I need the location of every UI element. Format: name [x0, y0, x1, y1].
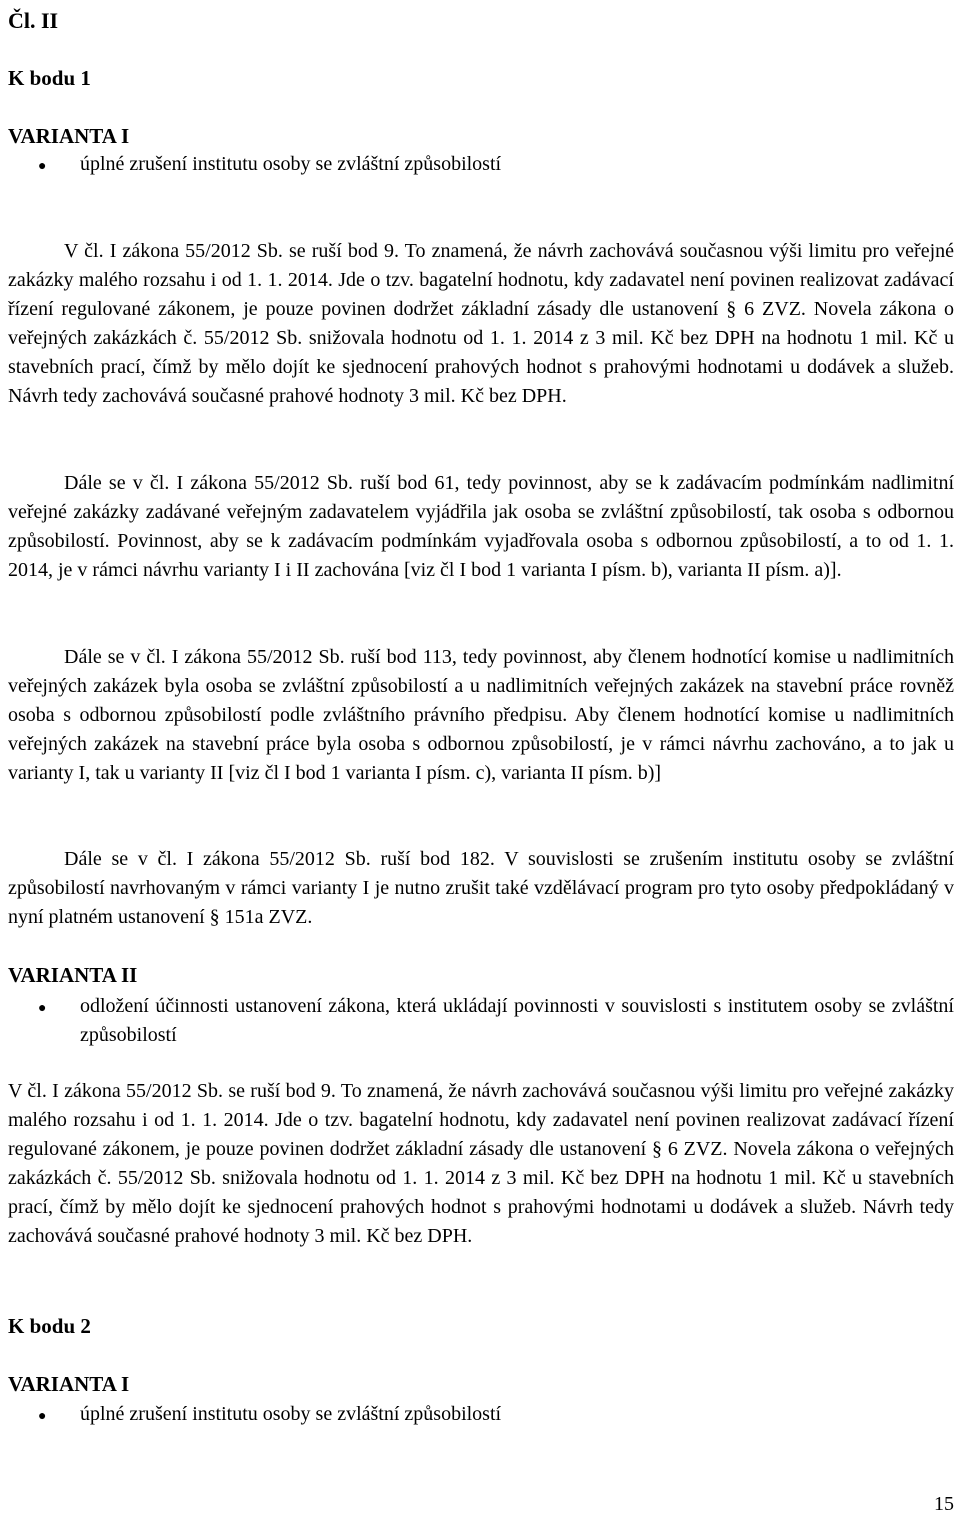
paragraph-2-text: Dále se v čl. I zákona 55/2012 Sb. ruší bod 61, tedy povinnost, aby se k zadávacím podmínkám nadlimitní veřejné zakázky zadávané veřejným zadavatelem vyjádřila jak osoba se zvláštní způsobilostí, tak osoba s odbornou způsobilostí. Povinnost, aby se k zadávacím podmínkám vyjadřovala osoba s odbornou způsobilostí, a to od 1. 1. 2014, je v rámci návrhu varianty I i II zachována [viz čl I bod 1 varianta I písm. b), varianta II písm. a)]. [8, 472, 954, 581]
bullet-icon [8, 1400, 80, 1431]
paragraph-4-text: Dále se v čl. I zákona 55/2012 Sb. ruší bod 182. V souvislosti se zrušením institutu osoby se zvláštní způsobilostí navrhovaným v rámci varianty I je nutno zrušit také vzdělávací program pro tyto osoby předpokládaný v nyní platném ustanovení § 151a ZVZ. [8, 848, 954, 928]
paragraph-3 [8, 643, 954, 788]
paragraph-5-text: V čl. I zákona 55/2012 Sb. se ruší bod 9. To znamená, že návrh zachovává současnou výši limitu pro veřejné zakázky malého rozsahu i od 1. 1. 2014. Jde o tzv. bagatelní hodnotu, kdy zadavatel není povinen realizovat zadávací řízení regulované zákonem, je pouze povinen dodržet základní zásady dle ustanovení § 6 ZVZ. Novela zákona o veřejných zakázkách č. 55/2012 Sb. snižovala hodnotu od 1. 1. 2014 z 3 mil. Kč bez DPH na hodnotu 1 mil. Kč u stavebních prací, čímž by mělo dojít ke sjednocení prahových hodnot s prahovými hodnotami u dodávek a služeb. Návrh tedy zachovává současné prahové hodnoty 3 mil. Kč bez DPH. [8, 1080, 954, 1247]
bullet-icon [8, 150, 80, 181]
paragraph-1-text: V čl. I zákona 55/2012 Sb. se ruší bod 9. To znamená, že návrh zachovává současnou výši limitu pro veřejné zakázky malého rozsahu i od 1. 1. 2014. Jde o tzv. bagatelní hodnotu, kdy zadavatel není povinen realizovat zadávací řízení regulované zákonem, je pouze povinen dodržet základní zásady dle ustanovení § 6 ZVZ. Novela zákona o veřejných zakázkách č. 55/2012 Sb. snižovala hodnotu od 1. 1. 2014 z 3 mil. Kč bez DPH na hodnotu 1 mil. Kč u stavebních prací, čímž by mělo dojít ke sjednocení prahových hodnot s prahovými hodnotami u dodávek a služeb. Návrh tedy zachovává současné prahové hodnoty 3 mil. Kč bez DPH. [8, 240, 954, 407]
variant-1-bullet-text: úplné zrušení institutu osoby se zvláštní způsobilostí [80, 153, 502, 175]
paragraph-5 [8, 1077, 954, 1251]
section-heading-k-bodu-2: K bodu 2 [8, 1314, 91, 1338]
section-heading-k-bodu-1: K bodu 1 [8, 66, 91, 90]
variant-3-heading: VARIANTA I [8, 1372, 130, 1396]
paragraph-3-text: Dále se v čl. I zákona 55/2012 Sb. ruší bod 113, tedy povinnost, aby členem hodnotící komise u nadlimitních veřejných zakázek byla osoba se zvláštní způsobilostí a u nadlimitních veřejných zakázek na stavební práce rovněž osoba s odbornou způsobilostí podle zvláštního právního předpisu. Aby členem hodnotící komise u nadlimitních veřejných zakázek na stavební práce byla osoba s odbornou způsobilostí, je v rámci návrhu zachováno, a to jak u varianty I, tak u varianty II [viz čl I bod 1 varianta I písm. c), varianta II písm. b)] [8, 646, 954, 784]
variant-2-bullet-text: odložení účinnosti ustanovení zákona, která ukládají povinnosti v souvislosti s institutem osoby se zvláštní způsobilostí [80, 995, 954, 1046]
chapter-title: Čl. II [8, 8, 59, 33]
paragraph-2 [8, 469, 954, 585]
variant-1-heading: VARIANTA I [8, 124, 130, 148]
variant-2-heading: VARIANTA II [8, 963, 138, 987]
variant-3-bullet-text: úplné zrušení institutu osoby se zvláštní způsobilostí [80, 1403, 502, 1425]
page-number: 15 [934, 1493, 954, 1515]
paragraph-1 [8, 237, 954, 411]
variant-3-bullet-item [8, 1400, 954, 1431]
bullet-icon [8, 992, 80, 1023]
variant-1-bullet-item [8, 150, 954, 181]
paragraph-4 [8, 845, 954, 932]
variant-2-bullet-item [8, 992, 954, 1050]
